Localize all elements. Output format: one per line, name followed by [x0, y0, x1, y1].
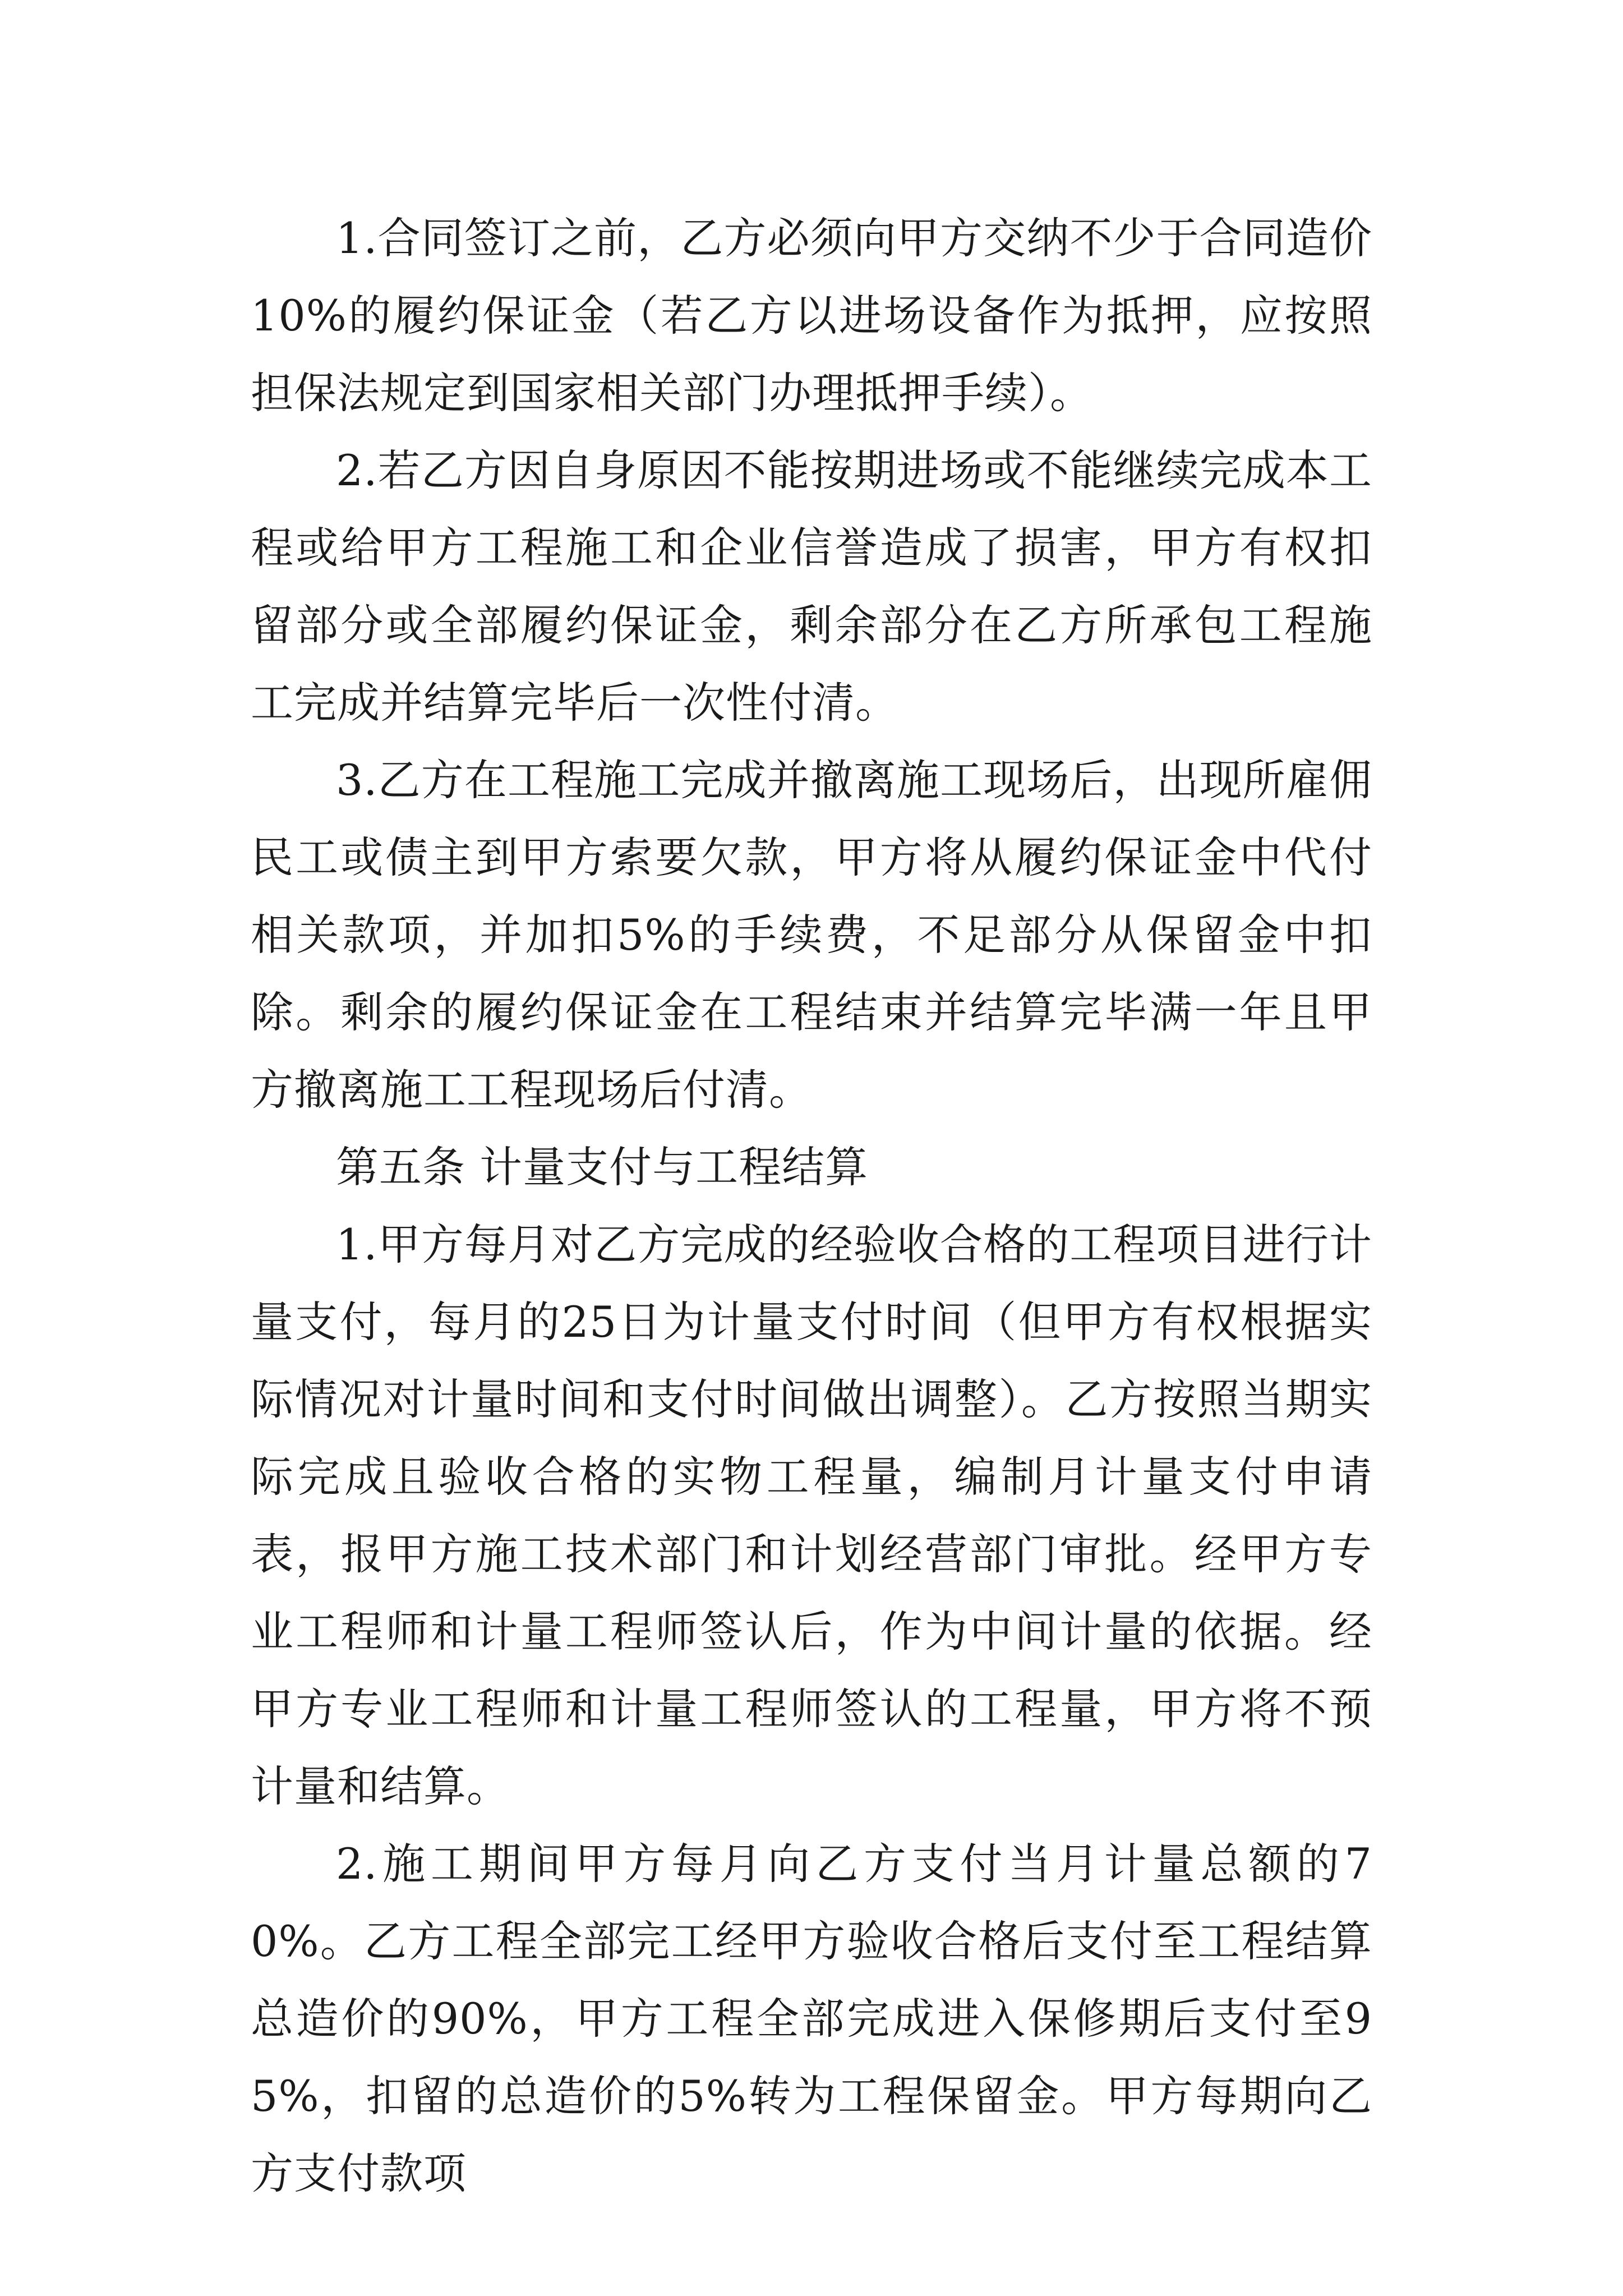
paragraph-deposit-clause-3: 3.乙方在工程施工完成并撤离施工现场后，出现所雇佣民工或债主到甲方索要欠款，甲方将从履约保证金中代付相关款项，并加扣5%的手续费，不足部分从保留金中扣除。剩余的履约保证金在工程结束并结算完毕满一年且甲方撤离施工工程现场后付清。	[251, 755, 1372, 1115]
paragraph-deposit-clause-1: 1.合同签订之前，乙方必须向甲方交纳不少于合同造价10%的履约保证金（若乙方以进场设备作为抵押，应按照担保法规定到国家相关部门办理抵押手续）。	[251, 213, 1372, 418]
paragraph-payment-clause-2: 2.施工期间甲方每月向乙方支付当月计量总额的70%。乙方工程全部完工经甲方验收合格后支付至工程结算总造价的90%，甲方工程全部完成进入保修期后支付至95%，扣留的总造价的5%转为工程保留金。甲方每期向乙方支付款项	[251, 1839, 1372, 2198]
document-body	[251, 200, 1372, 2212]
section-heading-article-5: 第五条 计量支付与工程结算	[336, 1142, 869, 1192]
paragraph-deposit-clause-2: 2.若乙方因自身原因不能按期进场或不能继续完成本工程或给甲方工程施工和企业信誉造成了损害，甲方有权扣留部分或全部履约保证金，剩余部分在乙方所承包工程施工完成并结算完毕后一次性付清。	[251, 445, 1372, 728]
paragraph-payment-clause-1: 1.甲方每月对乙方完成的经验收合格的工程项目进行计量支付，每月的25日为计量支付时间（但甲方有权根据实际情况对计量时间和支付时间做出调整）。乙方按照当期实际完成且验收合格的实物工程量，编制月计量支付申请表，报甲方施工技术部门和计划经营部门审批。经甲方专业工程师和计量工程师签认后，作为中间计量的依据。经甲方专业工程师和计量工程师签认的工程量，甲方将不预计量和结算。	[251, 1220, 1372, 1811]
